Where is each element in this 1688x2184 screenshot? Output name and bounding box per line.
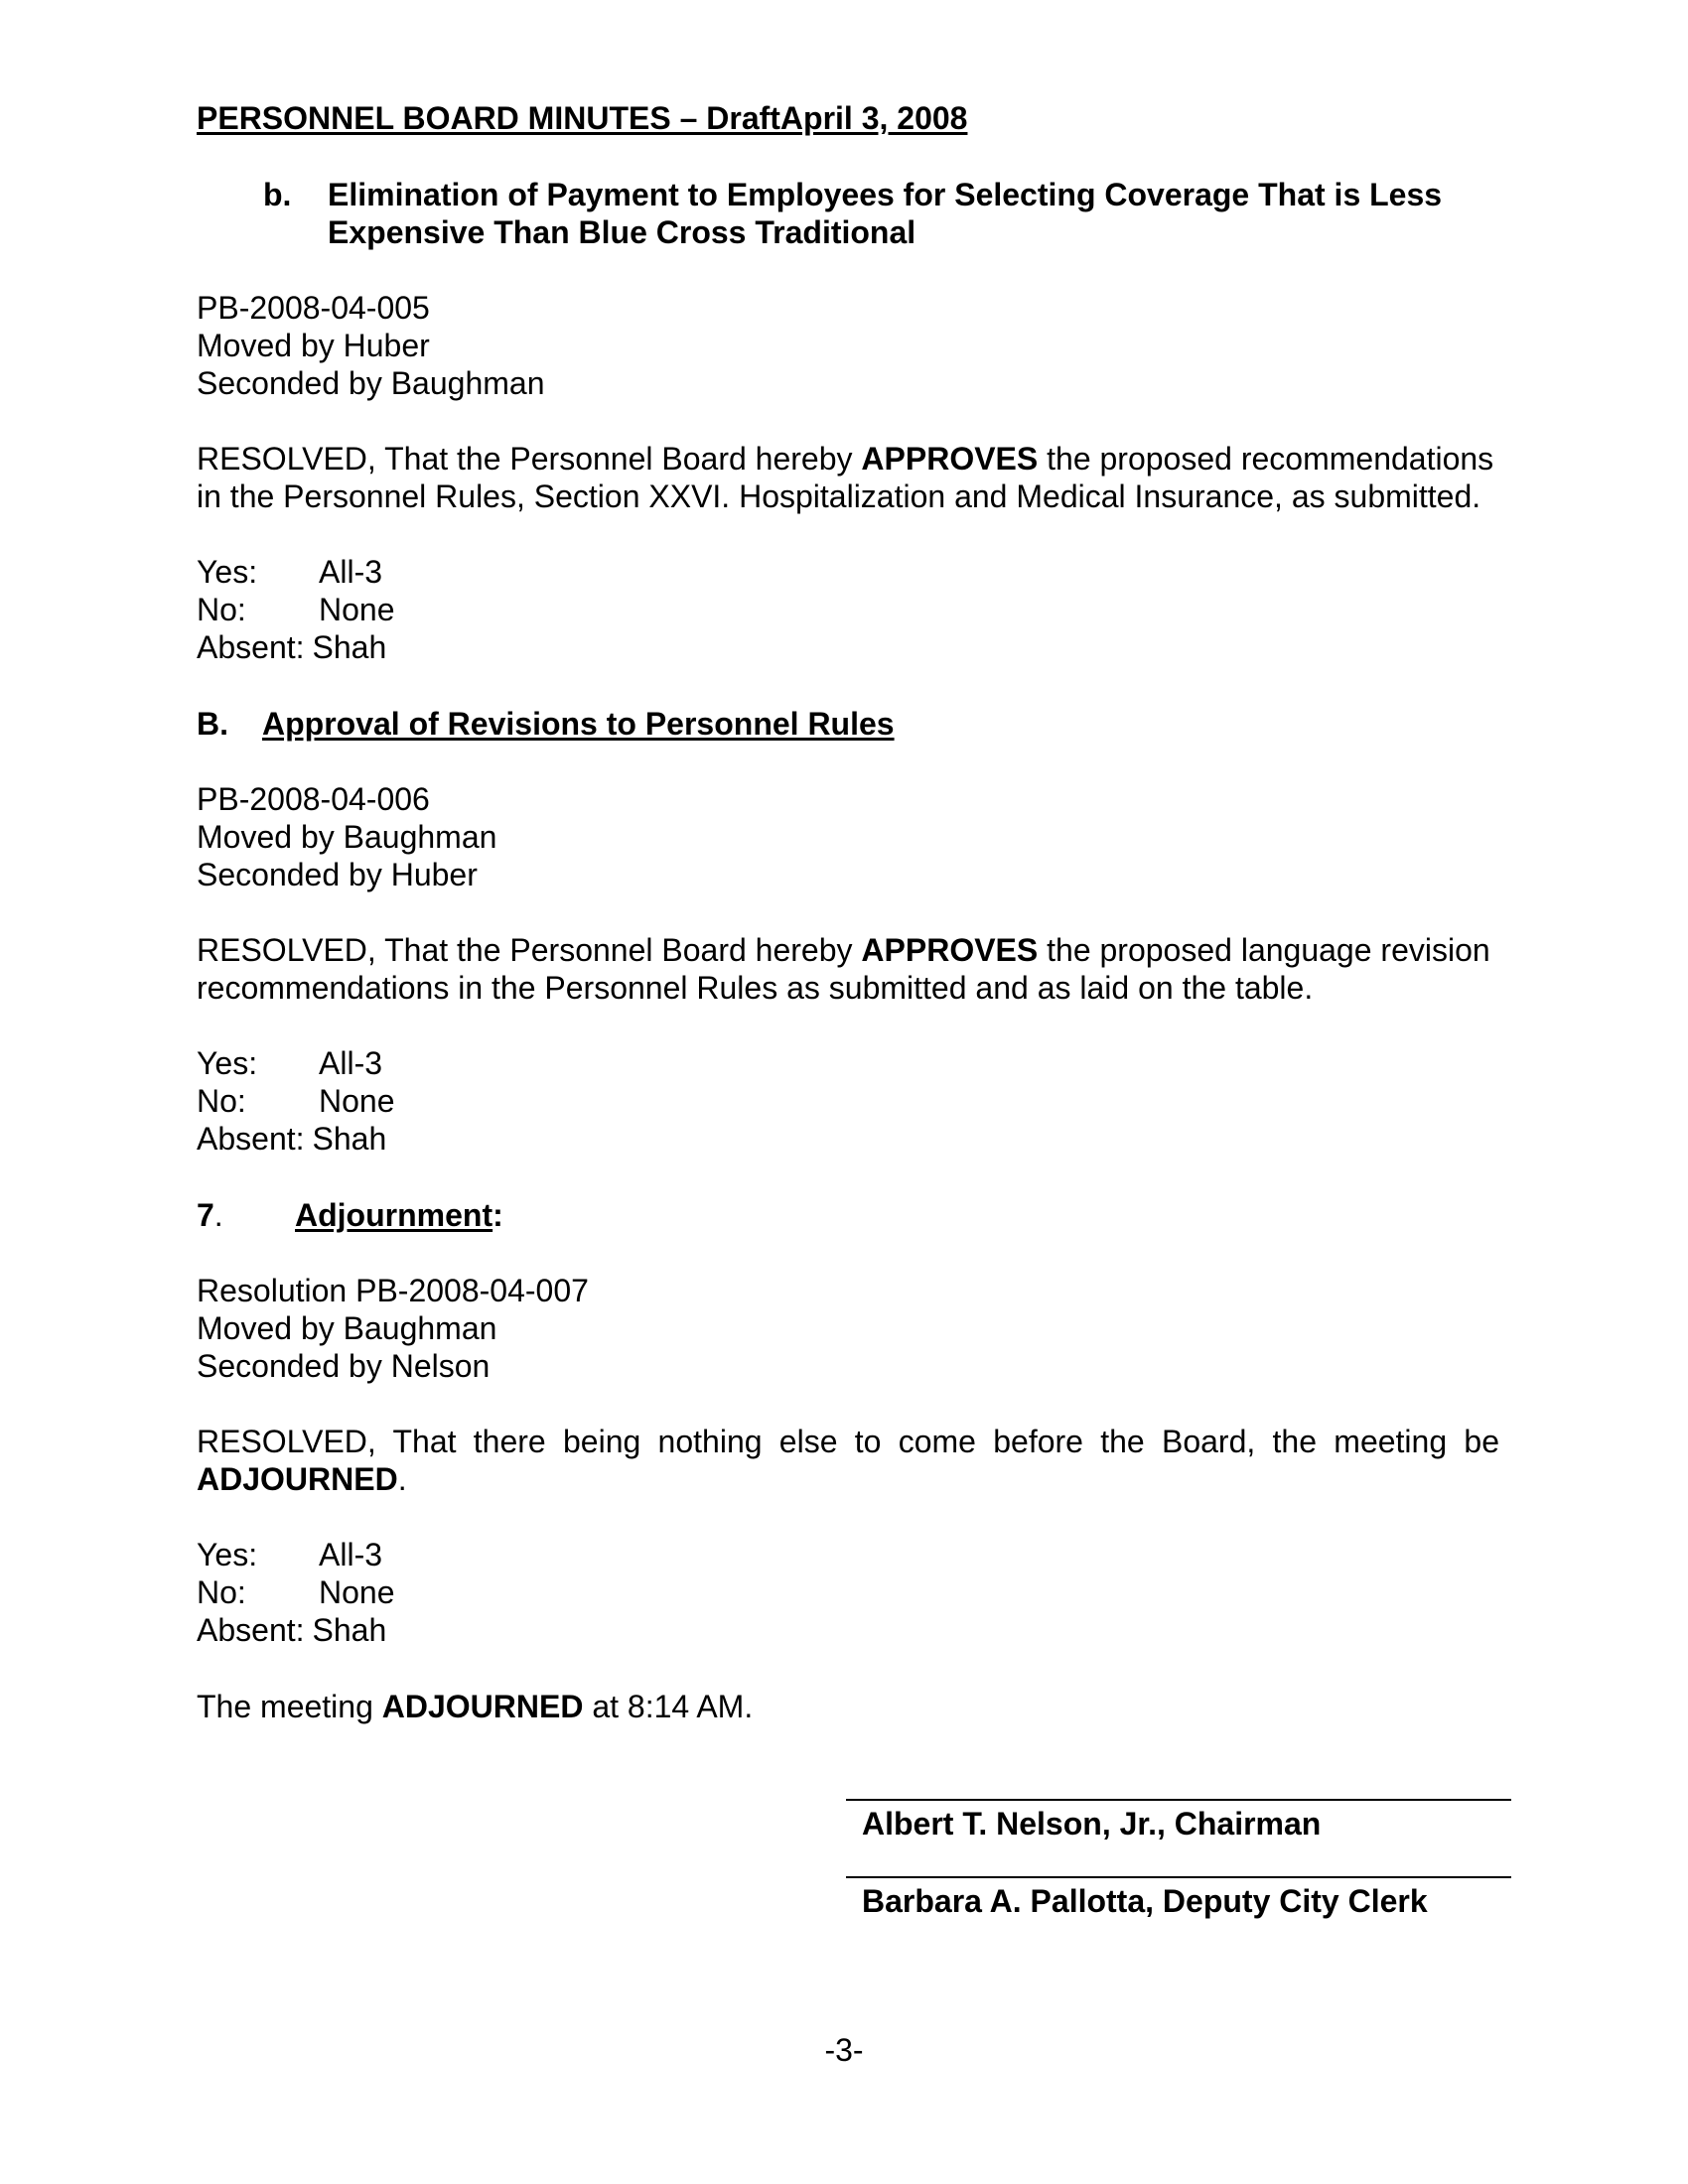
page-header-title: PERSONNEL BOARD MINUTES – DraftApril 3, 2008 xyxy=(197,100,968,136)
vote-absent xyxy=(197,1120,395,1158)
seconded-by: Seconded by Huber xyxy=(197,857,478,892)
item-b-title-line1: Elimination of Payment to Employees for Selecting Coverage That is Less xyxy=(328,177,1443,212)
vote-no-value: None xyxy=(319,592,395,627)
vote-yes xyxy=(197,1536,395,1573)
resolution-text-pre: RESOLVED, That the Personnel Board hereby xyxy=(197,441,862,477)
section-7-dot: . xyxy=(213,1197,223,1233)
vote-no-label: No: xyxy=(197,592,246,627)
vote-absent-label: Absent: xyxy=(197,629,305,665)
section-7-title: Adjournment xyxy=(295,1197,493,1233)
closing-statement xyxy=(197,1688,753,1725)
resolution-text-end: . xyxy=(397,1461,407,1497)
vote-no-value: None xyxy=(319,1083,395,1119)
resolution-text-line1 xyxy=(197,931,1490,969)
page-number: -3- xyxy=(824,2032,864,2068)
resolution-number: PB-2008-04-006 xyxy=(197,781,430,817)
resolution-text-line2 xyxy=(197,1460,1499,1498)
resolution-text-post: the proposed recommendations xyxy=(1038,441,1494,477)
vote-yes-label: Yes: xyxy=(197,1045,258,1081)
section-7-numeral: 7 xyxy=(197,1197,214,1233)
section-b-letter: B. xyxy=(197,706,228,742)
moved-by: Moved by Baughman xyxy=(197,1310,497,1346)
vote-tally-2 xyxy=(197,1044,395,1158)
resolution-action: APPROVES xyxy=(861,441,1039,477)
resolution-text-line2: in the Personnel Rules, Section XXVI. Hospitalization and Medical Insurance, as submitted. xyxy=(197,478,1481,514)
vote-absent xyxy=(197,1611,395,1649)
resolution-text-line1 xyxy=(197,440,1493,478)
vote-absent-label: Absent: xyxy=(197,1612,305,1648)
resolution-number: PB-2008-04-005 xyxy=(197,290,430,326)
vote-yes-label: Yes: xyxy=(197,1537,258,1572)
closing-pre: The meeting xyxy=(197,1689,382,1724)
seconded-by: Seconded by Baughman xyxy=(197,365,545,401)
section-b-title: Approval of Revisions to Personnel Rules xyxy=(262,706,895,742)
vote-no xyxy=(197,591,395,628)
vote-yes xyxy=(197,553,395,591)
vote-no-label: No: xyxy=(197,1574,246,1610)
signature-line-clerk xyxy=(846,1876,1511,1878)
resolution-action: ADJOURNED xyxy=(197,1461,398,1497)
vote-absent-value: Shah xyxy=(312,1612,387,1648)
resolution-text-post: the proposed language revision xyxy=(1038,932,1490,968)
moved-by: Moved by Huber xyxy=(197,328,430,363)
vote-absent xyxy=(197,628,395,666)
vote-yes-label: Yes: xyxy=(197,554,258,590)
vote-no-value: None xyxy=(319,1574,395,1610)
seconded-by: Seconded by Nelson xyxy=(197,1348,491,1384)
resolution-number: Resolution PB-2008-04-007 xyxy=(197,1273,589,1308)
resolution-text-line1: RESOLVED, That there being nothing else to come before the Board, the meeting be xyxy=(197,1424,1499,1459)
resolution-3-text xyxy=(197,1423,1499,1498)
vote-absent-value: Shah xyxy=(312,629,387,665)
vote-no xyxy=(197,1573,395,1611)
closing-action: ADJOURNED xyxy=(381,1689,584,1724)
vote-absent-value: Shah xyxy=(312,1121,387,1157)
resolution-2-header xyxy=(197,780,496,893)
resolution-text-pre: RESOLVED, That the Personnel Board hereby xyxy=(197,932,862,968)
vote-tally-3 xyxy=(197,1536,395,1649)
signature-clerk: Barbara A. Pallotta, Deputy City Clerk xyxy=(862,1883,1428,1919)
resolution-3-header xyxy=(197,1272,589,1385)
item-b-letter: b. xyxy=(263,177,292,212)
section-7-number xyxy=(197,1196,223,1234)
resolution-text-line2: recommendations in the Personnel Rules as submitted and as laid on the table. xyxy=(197,970,1314,1006)
vote-yes-value: All-3 xyxy=(319,1537,383,1572)
vote-yes xyxy=(197,1044,395,1082)
vote-yes-value: All-3 xyxy=(319,1045,383,1081)
closing-post: at 8:14 AM. xyxy=(583,1689,754,1724)
vote-no xyxy=(197,1082,395,1120)
resolution-1-text xyxy=(197,440,1493,515)
vote-absent-label: Absent: xyxy=(197,1121,305,1157)
section-7-heading xyxy=(295,1196,503,1234)
moved-by: Moved by Baughman xyxy=(197,819,497,855)
resolution-2-text xyxy=(197,931,1490,1007)
vote-yes-value: All-3 xyxy=(319,554,383,590)
resolution-1-header xyxy=(197,289,544,402)
section-7-colon: : xyxy=(492,1197,503,1233)
signature-line-chairman xyxy=(846,1799,1511,1801)
signature-chairman: Albert T. Nelson, Jr., Chairman xyxy=(862,1806,1322,1842)
vote-no-label: No: xyxy=(197,1083,246,1119)
item-b-title-line2: Expensive Than Blue Cross Traditional xyxy=(328,214,916,250)
vote-tally-1 xyxy=(197,553,395,666)
resolution-action: APPROVES xyxy=(861,932,1039,968)
